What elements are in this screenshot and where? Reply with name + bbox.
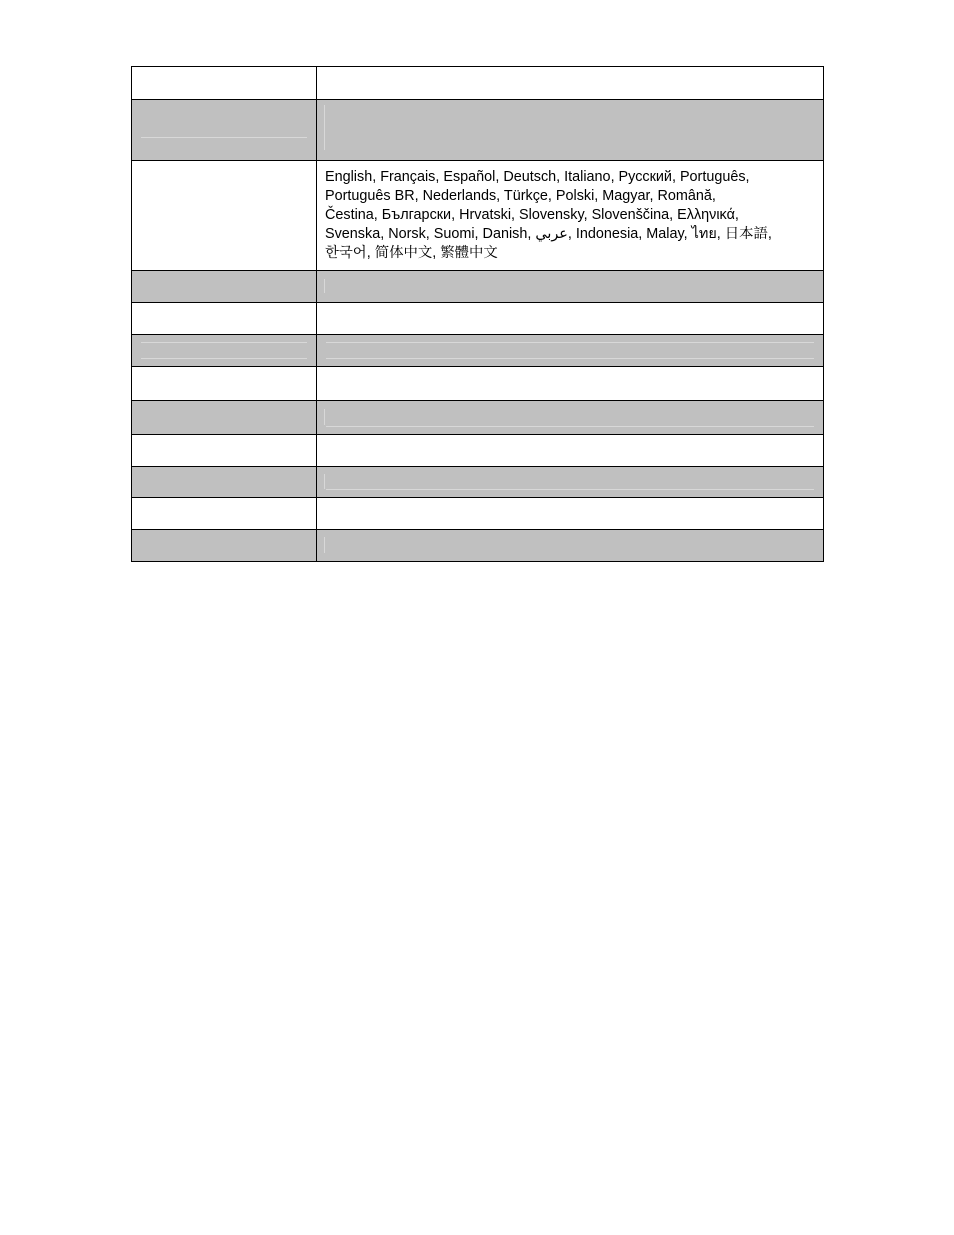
spec-table — [131, 66, 824, 562]
row-value-cell — [317, 271, 824, 303]
table-row — [132, 435, 824, 467]
languages-line: Português BR, Nederlands, Türkçe, Polski, Magyar, Română, — [325, 188, 716, 204]
row-value-cell — [317, 498, 824, 530]
row-label-cell — [132, 367, 317, 401]
row-label-cell — [132, 530, 317, 562]
row-label-cell — [132, 401, 317, 435]
table-row — [132, 530, 824, 562]
table-row — [132, 367, 824, 401]
row-value-cell — [317, 401, 824, 435]
table-row — [132, 303, 824, 335]
languages-line: 한국어, 简体中文, 繁體中文 — [325, 245, 498, 261]
table-row — [132, 498, 824, 530]
row-value-cell — [317, 467, 824, 498]
table-row — [132, 100, 824, 161]
row-value-cell — [317, 303, 824, 335]
row-label-cell — [132, 100, 317, 161]
languages-cell — [317, 161, 824, 271]
languages-line: Svenska, Norsk, Suomi, Danish, عربي, Indonesia, Malay, ไทย, 日本語, — [325, 226, 772, 242]
supported-languages-text — [317, 161, 823, 263]
row-value-cell — [317, 67, 824, 100]
row-label-cell — [132, 467, 317, 498]
table-row — [132, 335, 824, 367]
row-value-cell — [317, 530, 824, 562]
row-label-cell — [132, 498, 317, 530]
row-value-cell — [317, 335, 824, 367]
row-label-cell — [132, 161, 317, 271]
row-label-cell — [132, 271, 317, 303]
languages-line: Čestina, Български, Hrvatski, Slovensky, Slovenščina, Ελληνικά, — [325, 207, 739, 223]
table-row — [132, 67, 824, 100]
row-label-cell — [132, 67, 317, 100]
languages-line: English, Français, Español, Deutsch, Italiano, Русский, Português, — [325, 169, 750, 185]
table-row — [132, 271, 824, 303]
row-label-cell — [132, 303, 317, 335]
table-row — [132, 161, 824, 271]
table-row — [132, 467, 824, 498]
row-value-cell — [317, 100, 824, 161]
table-row — [132, 401, 824, 435]
row-label-cell — [132, 435, 317, 467]
row-label-cell — [132, 335, 317, 367]
row-value-cell — [317, 367, 824, 401]
row-value-cell — [317, 435, 824, 467]
